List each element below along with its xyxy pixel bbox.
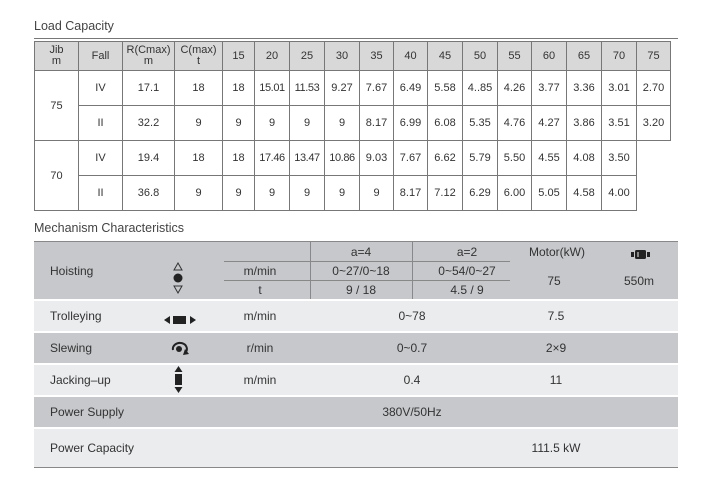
table-row bbox=[35, 141, 671, 176]
jacking-label: Jacking–up bbox=[50, 373, 111, 387]
header-radius: 20 bbox=[255, 42, 290, 71]
capacity-cell: 10.86 bbox=[325, 141, 360, 176]
jacking-unit: m/min bbox=[243, 373, 277, 387]
capacity-cell: 11.53 bbox=[290, 71, 325, 106]
empty-cell bbox=[637, 141, 671, 176]
mechanism-table bbox=[34, 241, 678, 468]
hoisting-divider bbox=[412, 242, 413, 299]
table-row bbox=[35, 176, 671, 211]
power-supply-label: Power Supply bbox=[50, 405, 125, 419]
jacking-band bbox=[34, 365, 678, 395]
slewing-speed: 0~0.7 bbox=[396, 341, 428, 355]
c-cell: 18 bbox=[175, 141, 223, 176]
capacity-cell: 4.76 bbox=[498, 106, 532, 141]
capacity-cell: 2.70 bbox=[637, 71, 671, 106]
trolleying-motor: 7.5 bbox=[547, 309, 565, 323]
hoist-up-down-icon bbox=[172, 262, 184, 299]
r-cell: 32.2 bbox=[123, 106, 175, 141]
cable-drum-icon bbox=[630, 247, 652, 265]
capacity-cell: 6.49 bbox=[394, 71, 428, 106]
header-r-cmax bbox=[123, 42, 175, 71]
slewing-unit: r/min bbox=[246, 341, 274, 355]
a2-speed: 0~54/0~27 bbox=[438, 264, 496, 278]
capacity-cell: 4..85 bbox=[463, 71, 498, 106]
capacity-cell: 18 bbox=[223, 71, 255, 106]
trolleying-speed: 0~78 bbox=[398, 309, 426, 323]
r-cell: 36.8 bbox=[123, 176, 175, 211]
header-radius: 75 bbox=[637, 42, 671, 71]
capacity-cell: 3.36 bbox=[567, 71, 602, 106]
fall-cell: II bbox=[79, 106, 123, 141]
row-separator bbox=[34, 363, 678, 365]
header-c-max bbox=[175, 42, 223, 71]
capacity-cell: 4.27 bbox=[532, 106, 567, 141]
header-c-max-unit: t bbox=[196, 55, 201, 67]
capacity-cell: 9.03 bbox=[360, 141, 394, 176]
capacity-cell: 9 bbox=[290, 176, 325, 211]
load-capacity-table bbox=[34, 41, 671, 211]
fall-cell: IV bbox=[79, 141, 123, 176]
table-row bbox=[35, 71, 671, 106]
header-radius: 50 bbox=[463, 42, 498, 71]
c-cell: 9 bbox=[175, 106, 223, 141]
header-radius: 60 bbox=[532, 42, 567, 71]
header-radius: 70 bbox=[602, 42, 637, 71]
trolleying-band bbox=[34, 301, 678, 331]
header-radius: 65 bbox=[567, 42, 602, 71]
c-cell: 9 bbox=[175, 176, 223, 211]
slewing-label: Slewing bbox=[50, 341, 93, 355]
capacity-cell: 4.58 bbox=[567, 176, 602, 211]
slewing-rotation-icon bbox=[170, 339, 190, 362]
capacity-cell: 5.50 bbox=[498, 141, 532, 176]
hoisting-divider bbox=[310, 242, 311, 299]
trolleying-label: Trolleying bbox=[50, 309, 102, 323]
capacity-cell: 9 bbox=[255, 106, 290, 141]
capacity-cell: 7.67 bbox=[394, 141, 428, 176]
capacity-cell: 5.58 bbox=[428, 71, 463, 106]
header-radius: 35 bbox=[360, 42, 394, 71]
r-cell: 19.4 bbox=[123, 141, 175, 176]
hoisting-divider bbox=[224, 280, 510, 281]
slewing-motor: 2×9 bbox=[545, 341, 567, 355]
capacity-cell: 5.79 bbox=[463, 141, 498, 176]
mechanism-title: Mechanism Characteristics bbox=[34, 221, 185, 235]
header-radius: 25 bbox=[290, 42, 325, 71]
header-c-max-label: C(max) bbox=[180, 44, 217, 56]
title-rule bbox=[34, 38, 678, 39]
header-r-cmax-label: R(Cmax) bbox=[126, 44, 171, 56]
jib-cell: 70 bbox=[35, 141, 79, 211]
capacity-cell: 9 bbox=[223, 106, 255, 141]
capacity-cell: 8.17 bbox=[394, 176, 428, 211]
table-row bbox=[35, 106, 671, 141]
capacity-cell: 9 bbox=[255, 176, 290, 211]
capacity-cell: 15.01 bbox=[255, 71, 290, 106]
a4-load: 9 / 18 bbox=[345, 283, 377, 297]
capacity-cell: 9 bbox=[325, 106, 360, 141]
a4-header: a=4 bbox=[350, 245, 372, 259]
capacity-cell: 3.51 bbox=[602, 106, 637, 141]
capacity-cell: 7.12 bbox=[428, 176, 463, 211]
capacity-cell: 9.27 bbox=[325, 71, 360, 106]
header-row bbox=[35, 42, 671, 71]
power-supply-value: 380V/50Hz bbox=[382, 405, 442, 419]
a2-load: 4.5 / 9 bbox=[450, 283, 484, 297]
capacity-cell: 4.26 bbox=[498, 71, 532, 106]
header-jib bbox=[35, 42, 79, 71]
capacity-cell: 9 bbox=[325, 176, 360, 211]
capacity-cell: 3.20 bbox=[637, 106, 671, 141]
empty-cell bbox=[637, 176, 671, 211]
capacity-cell: 8.17 bbox=[360, 106, 394, 141]
hoisting-label: Hoisting bbox=[50, 264, 94, 278]
power-capacity-label: Power Capacity bbox=[50, 441, 135, 455]
capacity-cell: 9 bbox=[290, 106, 325, 141]
capacity-cell: 6.99 bbox=[394, 106, 428, 141]
motor-header: Motor(kW) bbox=[529, 245, 585, 259]
header-r-cmax-unit: m bbox=[143, 55, 154, 67]
cable-length-value: 550m bbox=[623, 274, 655, 288]
capacity-cell: 7.67 bbox=[360, 71, 394, 106]
capacity-cell: 3.86 bbox=[567, 106, 602, 141]
header-radius: 40 bbox=[394, 42, 428, 71]
capacity-cell: 4.00 bbox=[602, 176, 637, 211]
a4-speed: 0~27/0~18 bbox=[332, 264, 390, 278]
r-cell: 17.1 bbox=[123, 71, 175, 106]
header-jib-unit: m bbox=[51, 55, 62, 67]
hoisting-divider bbox=[224, 261, 510, 262]
hoisting-motor-value: 75 bbox=[547, 274, 561, 288]
hoisting-load-unit: t bbox=[258, 283, 262, 297]
capacity-cell: 9 bbox=[360, 176, 394, 211]
jacking-speed: 0.4 bbox=[403, 373, 421, 387]
header-jib-label: Jib bbox=[49, 44, 64, 56]
fall-cell: IV bbox=[79, 71, 123, 106]
capacity-cell: 6.00 bbox=[498, 176, 532, 211]
trolley-arrows-icon bbox=[164, 312, 196, 330]
capacity-cell: 6.29 bbox=[463, 176, 498, 211]
row-separator bbox=[34, 299, 678, 301]
jacking-motor: 11 bbox=[549, 373, 563, 387]
row-separator bbox=[34, 427, 678, 429]
a2-header: a=2 bbox=[456, 245, 478, 259]
capacity-cell: 17.46 bbox=[255, 141, 290, 176]
row-separator bbox=[34, 331, 678, 333]
hoisting-speed-unit: m/min bbox=[243, 264, 277, 278]
header-radius: 55 bbox=[498, 42, 532, 71]
jib-cell: 75 bbox=[35, 71, 79, 141]
header-radius: 45 bbox=[428, 42, 463, 71]
row-separator bbox=[34, 395, 678, 397]
trolleying-unit: m/min bbox=[243, 309, 277, 323]
power-capacity-value: 111.5 kW bbox=[531, 441, 581, 455]
fall-cell: II bbox=[79, 176, 123, 211]
capacity-cell: 5.05 bbox=[532, 176, 567, 211]
power-supply-band bbox=[34, 397, 678, 427]
capacity-cell: 3.01 bbox=[602, 71, 637, 106]
capacity-cell: 4.55 bbox=[532, 141, 567, 176]
capacity-cell: 13.47 bbox=[290, 141, 325, 176]
slewing-band bbox=[34, 333, 678, 363]
header-radius: 15 bbox=[223, 42, 255, 71]
load-capacity-title: Load Capacity bbox=[34, 19, 114, 33]
header-fall: Fall bbox=[79, 42, 123, 71]
capacity-cell: 18 bbox=[223, 141, 255, 176]
header-radius: 30 bbox=[325, 42, 360, 71]
capacity-cell: 3.50 bbox=[602, 141, 637, 176]
capacity-cell: 5.35 bbox=[463, 106, 498, 141]
c-cell: 18 bbox=[175, 71, 223, 106]
capacity-cell: 3.77 bbox=[532, 71, 567, 106]
capacity-cell: 9 bbox=[223, 176, 255, 211]
jacking-up-down-icon bbox=[174, 366, 183, 398]
capacity-cell: 6.08 bbox=[428, 106, 463, 141]
capacity-cell: 6.62 bbox=[428, 141, 463, 176]
capacity-cell: 4.08 bbox=[567, 141, 602, 176]
